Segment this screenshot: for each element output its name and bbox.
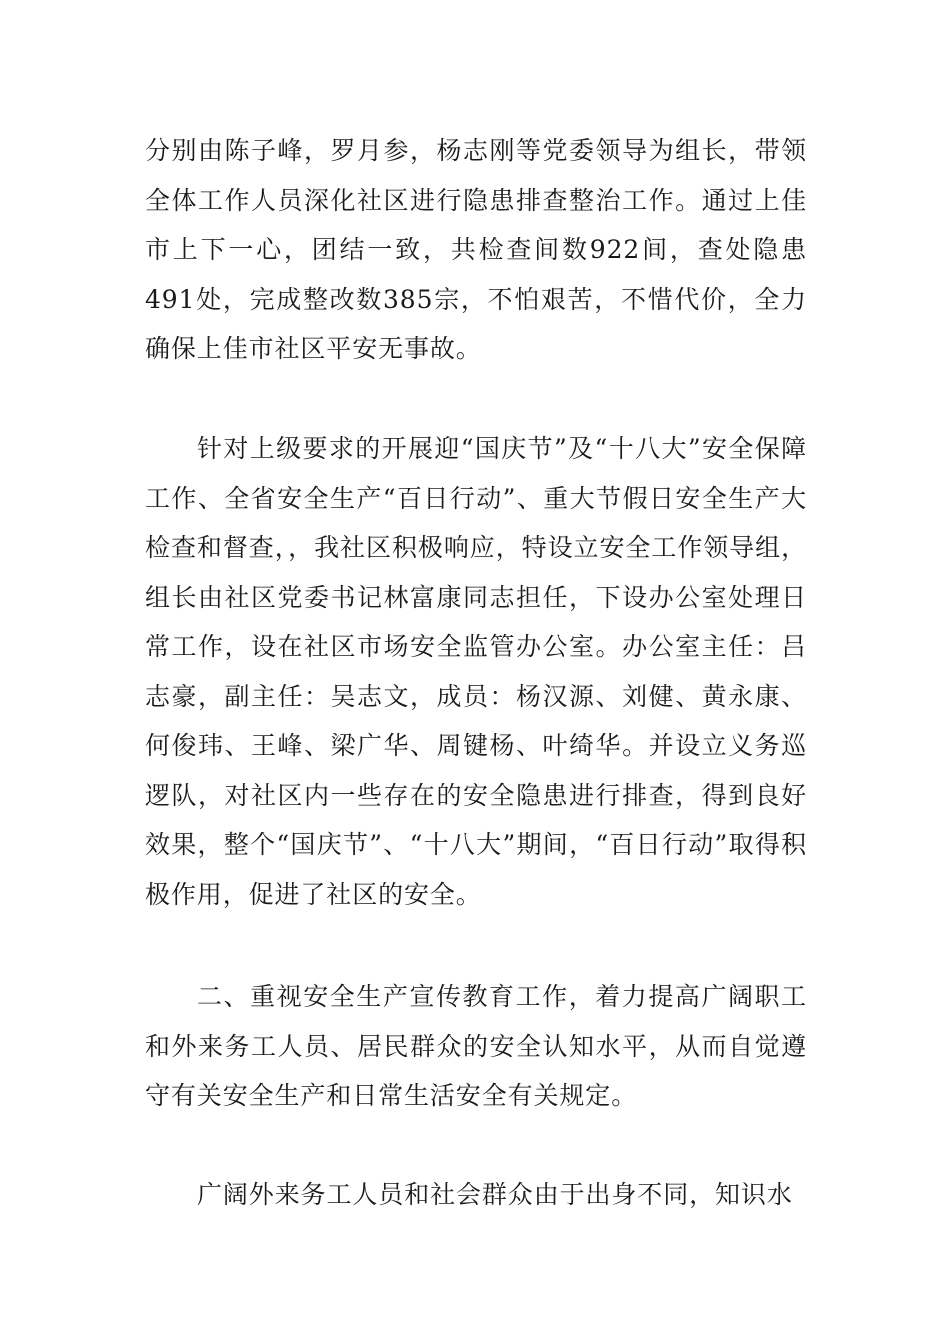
paragraph-migrant-workers <box>145 1170 807 1220</box>
paragraph-continuation <box>145 126 807 374</box>
paragraph-text: 针对上级要求的开展迎“国庆节”及“十八大”安全保障工作、全省安全生产“百日行动”、重大节假日安全生产大检查和督查，，我社区积极响应，特设立安全工作领导组，组长由社区党委书记林富康同志担任，下设办公室处理日常工作，设在社区市场安全监管办公室。办公室主任：吕志豪，副主任：吴志文，成员：杨汉源、刘健、黄永康、何俊玮、王峰、梁广华、周键杨、叶绮华。并设立义务巡逻队，对社区内一些存在的安全隐患进行排查，得到良好效果，整个“国庆节”、“十八大”期间，“百日行动”取得积极作用，促进了社区的安全。 <box>145 434 807 909</box>
paragraph-text: 二、重视安全生产宣传教育工作，着力提高广阔职工和外来务工人员、居民群众的安全认知水平，从而自觉遵守有关安全生产和日常生活安全有关规定。 <box>145 982 807 1110</box>
paragraph-text: 分别由陈子峰，罗月参，杨志刚等党委领导为组长，带领全体工作人员深化社区进行隐患排查整治工作。通过上佳市上下一心，团结一致，共检查间数922间，查处隐患491处，完成整改数385宗，不怕艰苦，不惜代价，全力确保上佳市社区平安无事故。 <box>145 136 807 363</box>
paragraph-text: 广阔外来务工人员和社会群众由于出身不同，知识水 <box>197 1180 793 1209</box>
paragraph-section-two-heading <box>145 972 807 1121</box>
paragraph-safety-team <box>145 424 807 919</box>
